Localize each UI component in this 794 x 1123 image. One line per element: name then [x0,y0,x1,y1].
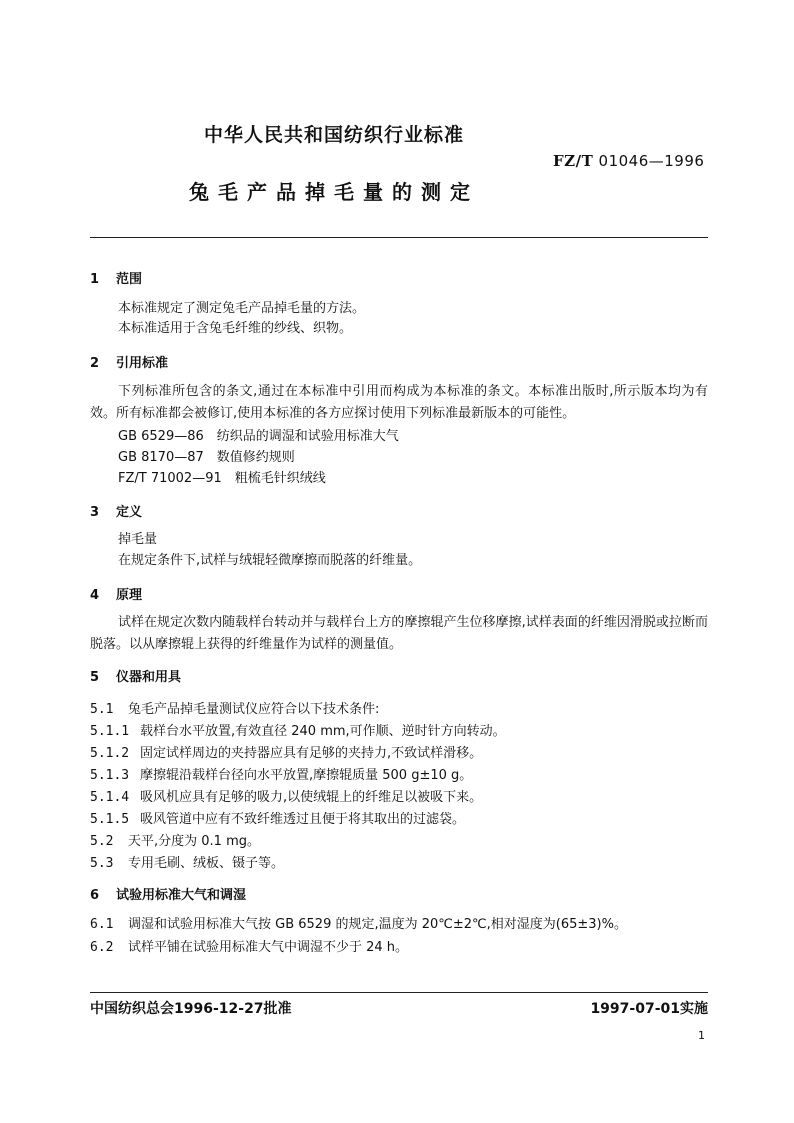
reference-fzt71002: FZ/T 71002—91 粗梳毛针织绒线 [118,471,326,486]
clause-text: 摩擦辊沿载样台径向水平放置,摩擦辊质量 500 g±10 g。 [140,768,473,783]
industry-standard-heading: 中华人民共和国纺织行业标准 [204,124,465,146]
section-title: 原理 [116,588,143,603]
clause-text: 专用毛刷、绒板、镊子等。 [128,856,285,871]
clause-number: 5.1.2 [90,746,130,761]
clause-number: 5.1.4 [90,790,130,805]
section-3-heading [90,501,142,520]
page-number: 1 [698,1029,705,1042]
effective-date-line: 1997-07-01实施 [590,1001,708,1017]
footer-divider [90,992,708,993]
clause-number: 5.1.3 [90,768,130,783]
section-4-heading [90,584,142,603]
reference-gb8170: GB 8170—87 数值修约规则 [118,450,295,465]
clause-text: 载样台水平放置,有效直径 240 mm,可作顺、逆时针方向转动。 [140,724,506,739]
section-number: 1 [90,272,100,287]
definition-term: 掉毛量 [118,532,158,547]
section-number: 5 [90,670,100,685]
section-1-line-2: 本标准适用于含兔毛纤维的纱线、织物。 [118,321,353,336]
clause-text: 吸风管道中应有不致纤维透过且便于将其取出的过滤袋。 [140,812,466,827]
clause-text: 固定试样周边的夹持器应具有足够的夹持力,不致试样滑移。 [140,746,483,761]
clause-5-1-3 [90,764,472,783]
section-title: 仪器和用具 [116,670,182,685]
clause-5-1 [90,698,379,717]
clause-number: 5.2 [90,834,114,849]
section-2-paragraph: 下列标准所包含的条文,通过在本标准中引用而构成为本标准的条文。本标准出版时,所示版本均为有效。所有标准都会被修订,使用本标准的各方应探讨使用下列标准最新版本的可能性。 [90,384,708,421]
clause-5-3 [90,852,284,871]
section-number: 4 [90,588,100,603]
clause-6-1 [90,913,627,932]
clause-number: 6.2 [90,940,114,955]
clause-number: 5.3 [90,856,114,871]
clause-number: 5.1.1 [90,724,130,739]
clause-text: 试样平铺在试验用标准大气中调湿不少于 24 h。 [128,940,409,955]
reference-gb6529: GB 6529—86 纺织品的调湿和试验用标准大气 [118,429,399,444]
section-title: 试验用标准大气和调湿 [116,888,247,903]
definition-text: 在规定条件下,试样与绒辊轻微摩擦而脱落的纤维量。 [118,553,422,568]
clause-text: 兔毛产品掉毛量测试仪应符合以下技术条件: [128,702,380,717]
code-prefix: FZ/T [553,152,594,170]
section-title: 范围 [116,272,143,287]
clause-text: 调湿和试验用标准大气按 GB 6529 的规定,温度为 20℃±2℃,相对湿度为(65±3)%。 [128,917,627,932]
standard-code [553,152,704,170]
section-number: 3 [90,505,100,520]
section-5-heading [90,666,181,685]
document-title: 兔毛产品掉毛量的测定 [189,180,479,204]
clause-5-1-4 [90,786,482,805]
clause-5-1-2 [90,742,482,761]
section-4-paragraph: 试样在规定次数内随载样台转动并与载样台上方的摩擦辊产生位移摩擦,试样表面的纤维因滑脱或拉断而脱落。以从摩擦辊上获得的纤维量作为试样的测量值。 [90,615,708,652]
section-title: 定义 [116,505,143,520]
section-1-line-1: 本标准规定了测定兔毛产品掉毛量的方法。 [118,301,366,316]
clause-number: 5.1.5 [90,812,130,827]
section-6-heading [90,884,246,903]
clause-number: 6.1 [90,917,114,932]
clause-5-1-5 [90,808,465,827]
section-2-heading [90,352,168,371]
header-divider [90,237,708,238]
section-number: 2 [90,356,100,371]
section-number: 6 [90,888,100,903]
clause-text: 天平,分度为 0.1 mg。 [128,834,260,849]
section-title: 引用标准 [116,356,169,371]
clause-number: 5.1 [90,702,114,717]
code-number: 01046—1996 [598,152,705,170]
section-1-heading [90,268,142,287]
clause-6-2 [90,936,408,955]
clause-text: 吸风机应具有足够的吸力,以使绒辊上的纤维足以被吸下来。 [140,790,483,805]
approval-line: 中国纺织总会1996-12-27批准 [90,1001,292,1017]
clause-5-2 [90,830,260,849]
clause-5-1-1 [90,720,506,739]
